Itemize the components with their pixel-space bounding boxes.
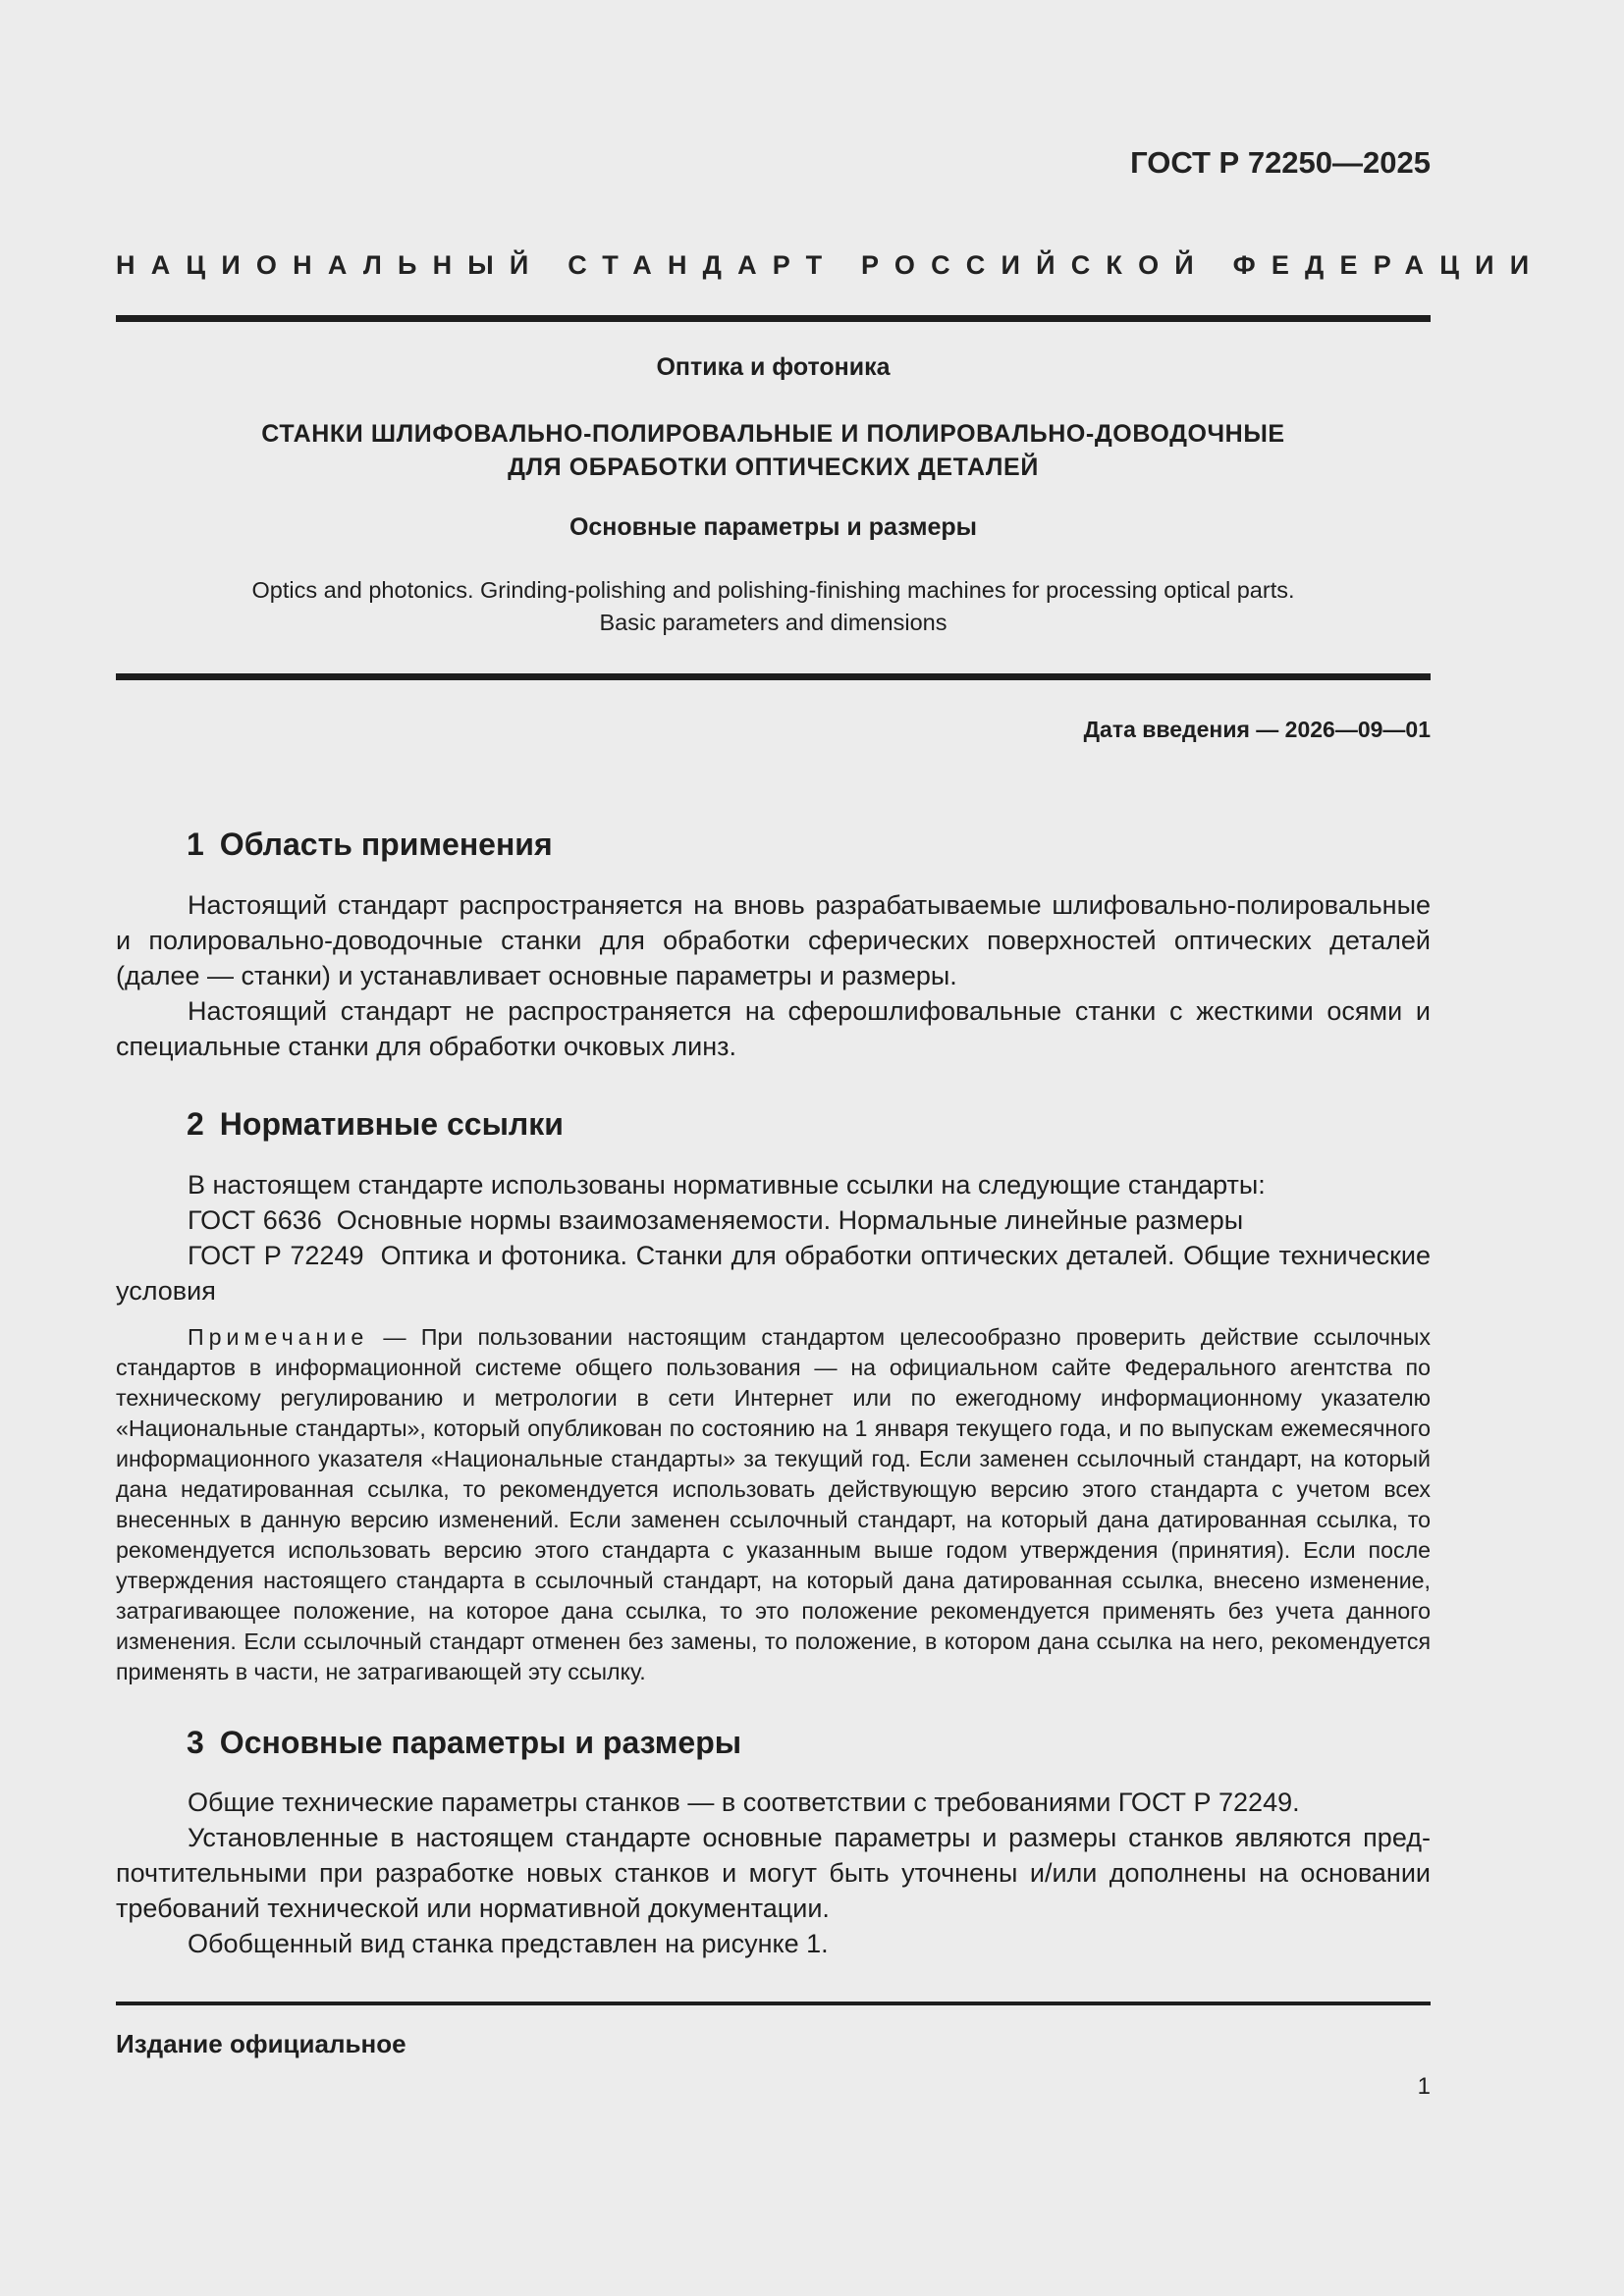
standard-title-line1: СТАНКИ ШЛИФОВАЛЬНО-ПОЛИРОВАЛЬНЫЕ И ПОЛИРОВАЛЬНО-ДОВОДОЧНЫЕ xyxy=(261,420,1285,448)
national-standard-heading: НАЦИОНАЛЬНЫЙ СТАНДАРТ РОССИЙСКОЙ ФЕДЕРАЦИИ xyxy=(116,250,1545,280)
paragraph: Установленные в настоящем стандарте основные параметры и размеры станков являются предпочтительными при разработке новых станков и могут быть уточнены и/или дополнены на основании требований технической или нормативной документации. xyxy=(116,1823,1431,1923)
section-2-note xyxy=(116,1322,1431,1687)
section-number: 2 xyxy=(187,1106,204,1142)
note-text: — При пользовании настоящим стандартом целесообразно проверить действие ссылочных стандартов в информационной системе общего пользования — на официальном сайте Федерального агентства по техническому регулированию и метрологии в сети Интернет или по ежегодному информационному указателю «Национальные стандарты», который опубликован по состоянию на 1 января текущего года, и по выпускам ежемесячного информационного указателя «Национальные стандарты» за текущий год. Если заменен ссылочный стандарт, на который дана недатированная ссылка, то рекомендуется использовать действующую версию этого стандарта с учетом всех внесенных в данную версию изменений. Если заменен ссылочный стандарт, на который дана датированная ссылка, то рекомендуется использовать версию этого стандарта с указанным выше годом утверждения (принятия). Если после утверждения настоящего стандарта в ссылочный стандарт, на который дана датированная ссылка, внесено изменение, затрагивающее положение, на которое дана ссылка, то это положение рекомендуется применять без учета данного изменения. Если ссылочный стандарт отменен без замены, то положение, в котором дана ссылка на него, рекомендуется применять в части, не затрагивающей эту ссылку. xyxy=(116,1324,1431,1684)
section-3-body xyxy=(116,1785,1431,1961)
standard-subtitle: Основные параметры и размеры xyxy=(568,513,978,541)
document-number: ГОСТ Р 72250—2025 xyxy=(1130,145,1431,180)
paragraph: Обобщенный вид станка представлен на рисунке 1. xyxy=(188,1929,829,1958)
section-title: Область применения xyxy=(219,827,553,862)
section-title: Основные параметры и размеры xyxy=(219,1725,742,1760)
section-1-heading xyxy=(187,827,553,863)
paragraph: Настоящий стандарт не распространяется на сферошлифовальные станки с жесткими осями и специальные станки для обработки очковых линз. xyxy=(116,996,1431,1061)
section-1-body xyxy=(116,887,1431,1064)
paragraph: В настоящем стандарте использованы нормативные ссылки на следующие стандарты: xyxy=(188,1170,1266,1200)
english-title xyxy=(116,574,1431,639)
page-number: 1 xyxy=(1417,2073,1431,2100)
top-divider xyxy=(116,315,1431,322)
section-number: 1 xyxy=(187,827,204,862)
introduction-date: Дата введения — 2026—09—01 xyxy=(1083,717,1431,742)
standard-title xyxy=(116,417,1431,484)
footer-divider xyxy=(116,2002,1431,2005)
section-3-heading xyxy=(187,1725,741,1761)
subject-heading: Оптика и фотоника xyxy=(656,353,891,381)
english-title-line1: Optics and photonics. Grinding-polishing and polishing-finishing machines for processing optical parts. xyxy=(251,577,1295,603)
section-2-heading xyxy=(187,1106,564,1143)
title-block-divider xyxy=(116,673,1431,680)
english-title-line2: Basic parameters and dimensions xyxy=(599,610,947,635)
paragraph: Общие технические параметры станков — в соответствии с требованиями ГОСТ Р 72249. xyxy=(188,1788,1300,1817)
section-2-body xyxy=(116,1167,1438,1308)
paragraph: Настоящий стандарт распространяется на вновь разрабатываемые шлифовально-полировальные и полировально-доводочные станки для обработки сферических поверхностей оптических деталей (далее — станки) и устанавливает основные параметры и размеры. xyxy=(116,890,1431,990)
reference-item: ГОСТ Р 72249 Оптика и фотоника. Станки для обработки оптических деталей. Общие технические условия xyxy=(116,1241,1438,1306)
note-label: Примечание xyxy=(188,1324,369,1350)
standard-title-line2: ДЛЯ ОБРАБОТКИ ОПТИЧЕСКИХ ДЕТАЛЕЙ xyxy=(508,454,1039,481)
section-title: Нормативные ссылки xyxy=(219,1106,564,1142)
reference-item: ГОСТ 6636 Основные нормы взаимозаменяемости. Нормальные линейные размеры xyxy=(188,1205,1244,1235)
official-edition-label: Издание официальное xyxy=(116,2029,406,2058)
section-number: 3 xyxy=(187,1725,204,1760)
